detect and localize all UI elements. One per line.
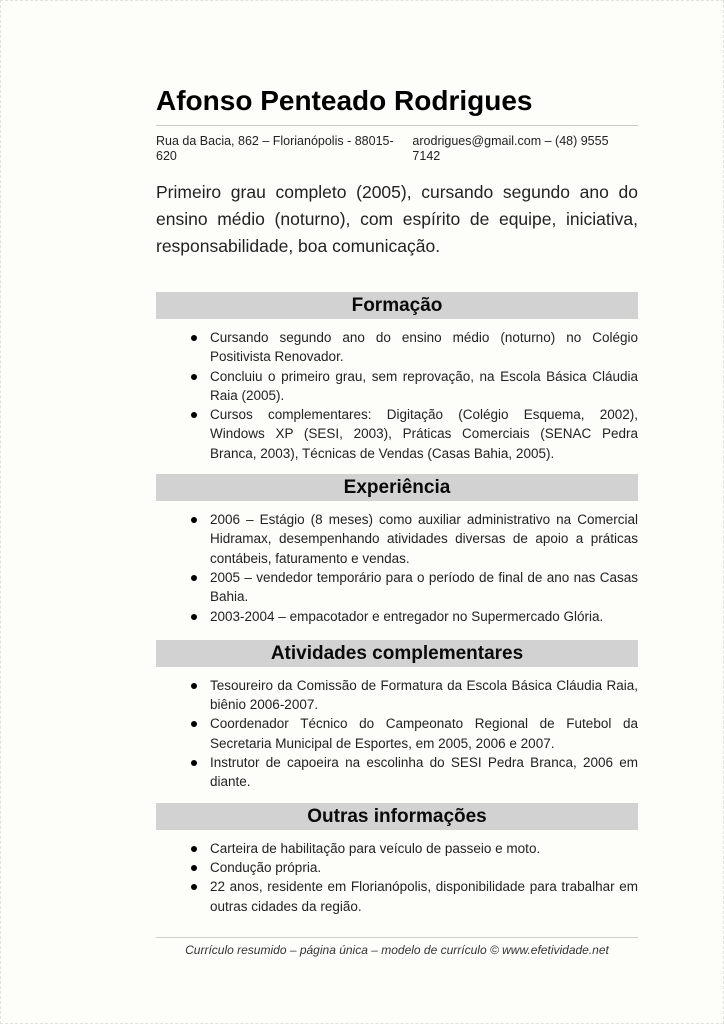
bullet-item: Condução própria. (210, 858, 638, 877)
bullet-item: 22 anos, residente em Florianópolis, disponibilidade para trabalhar em outras cidades da região. (210, 877, 638, 916)
bullet-item: 2006 – Estágio (8 meses) como auxiliar administrativo na Comercial Hidramax, desempenhando atividades diversas de apoio a práticas contábeis, faturamento e vendas. (210, 510, 638, 568)
summary-paragraph: Primeiro grau completo (2005), cursando segundo ano do ensino médio (noturno), com espírito de equipe, iniciativa, responsabilidade, boa comunicação. (156, 182, 638, 256)
section-title-experiencia: Experiência (156, 474, 638, 501)
section-title-formacao: Formação (156, 292, 638, 319)
bullet-item: 2005 – vendedor temporário para o período de final de ano nas Casas Bahia. (210, 568, 638, 607)
resume-content (156, 1, 638, 916)
person-name: Afonso Penteado Rodrigues (156, 85, 533, 116)
page-footer (156, 937, 638, 958)
section-list-atividades (156, 676, 638, 792)
bullet-item: Concluiu o primeiro grau, sem reprovação, na Escola Básica Cláudia Raia (2005). (210, 367, 638, 406)
bullet-item: Coordenador Técnico do Campeonato Regional de Futebol da Secretaria Municipal de Esportes, em 2005, 2006 e 2007. (210, 714, 638, 753)
section-list-outras (156, 839, 638, 916)
address-text: Rua da Bacia, 862 – Florianópolis - 88015-620 (156, 134, 394, 163)
header-divider (156, 125, 638, 126)
section-title-outras: Outras informações (156, 803, 638, 830)
section-list-experiencia (156, 510, 638, 626)
email-phone-text: arodrigues@gmail.com – (48) 9555 7142 (412, 134, 609, 163)
contact-row (156, 134, 638, 164)
footer-divider (156, 937, 638, 938)
bullet-item: Carteira de habilitação para veículo de passeio e moto. (210, 839, 638, 858)
footer-text: Currículo resumido – página única – modelo de currículo © www.efetividade.net (185, 943, 609, 957)
section-list-formacao (156, 328, 638, 463)
bullet-item: 2003-2004 – empacotador e entregador no Supermercado Glória. (210, 607, 638, 626)
bullet-item: Tesoureiro da Comissão de Formatura da Escola Básica Cláudia Raia, biênio 2006-2007. (210, 676, 638, 715)
bullet-item: Instrutor de capoeira na escolinha do SESI Pedra Branca, 2006 em diante. (210, 753, 638, 792)
section-title-atividades: Atividades complementares (156, 640, 638, 667)
bullet-item: Cursos complementares: Digitação (Colégio Esquema, 2002), Windows XP (SESI, 2003), Práticas Comerciais (SENAC Pedra Branca, 2003), Técnicas de Vendas (Casas Bahia, 2005). (210, 405, 638, 463)
bullet-item: Cursando segundo ano do ensino médio (noturno) no Colégio Positivista Renovador. (210, 328, 638, 367)
